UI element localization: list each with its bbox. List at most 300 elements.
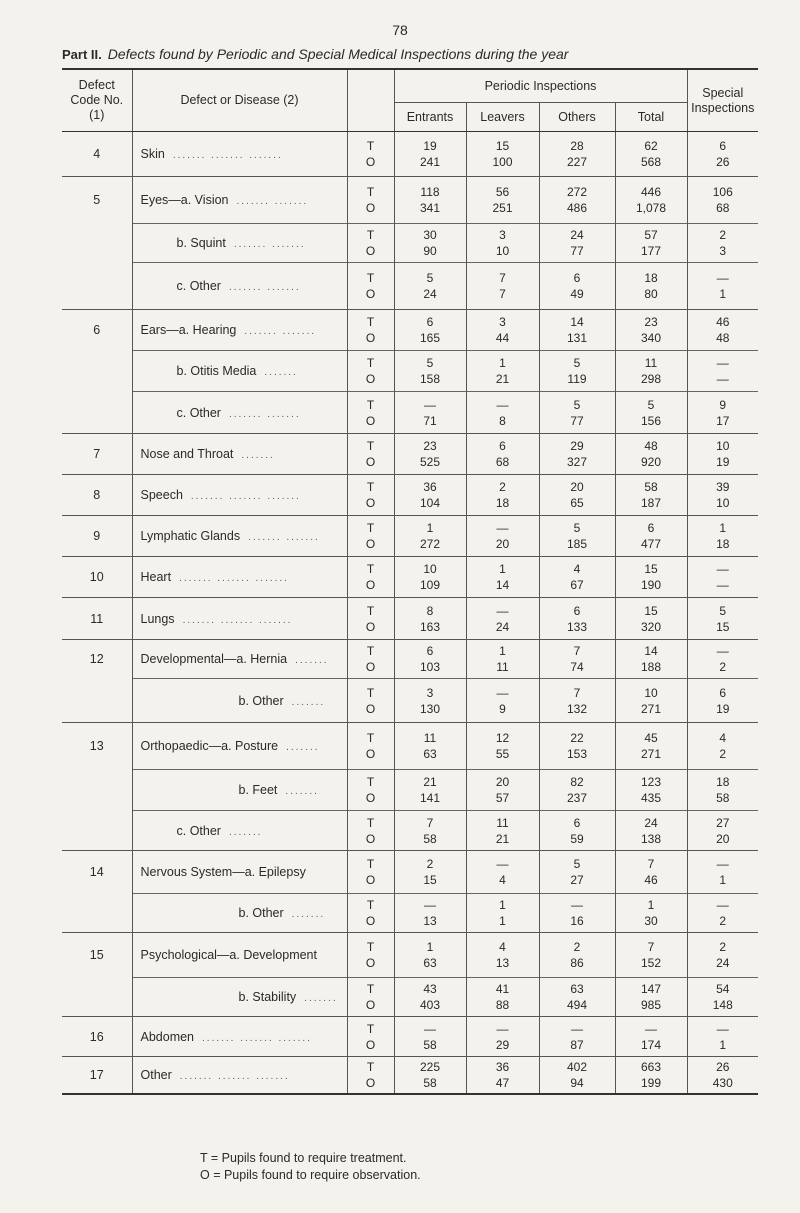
table-row [62,1017,758,1057]
table-row [62,770,758,811]
entrants-observation-value: 90 [423,244,437,258]
special-observation-value: 2 [719,660,727,674]
special-cell [687,392,758,434]
defect-name: Skin [140,147,165,161]
table-row [62,894,758,933]
total-observation-value: 340 [640,331,662,345]
total-observation-value: 30 [644,914,658,928]
leader-dots: ....... [286,742,320,753]
entrants-treatment-value: 3 [426,685,434,700]
entrants-treatment-value: 225 [419,1059,441,1074]
entrants-treatment-value: — [424,898,436,912]
entrants-cell [394,851,466,894]
leavers-cell [466,434,539,475]
special-cell [687,598,758,640]
treatment-label: T [366,644,375,658]
header-special: Special Inspections [687,69,758,132]
to-labels [347,263,394,310]
entrants-observation-value: 15 [423,873,437,887]
entrants-cell [394,933,466,978]
table-row [62,1057,758,1094]
defect-name-cell [132,392,347,434]
others-observation-value: 131 [566,331,588,345]
header-others: Others [539,103,615,132]
leavers-observation-value: 21 [495,372,510,386]
total-cell [615,132,687,177]
others-cell [539,640,615,679]
others-cell [539,933,615,978]
total-cell [615,557,687,598]
defect-name-cell [132,1017,347,1057]
leavers-observation-value: 100 [492,155,513,169]
table-body [62,132,758,1094]
defect-name-cell [132,132,347,177]
leavers-observation-value: 55 [495,747,510,761]
observation-label: O [365,1075,376,1090]
leavers-cell [466,351,539,392]
defect-code: 10 [62,557,132,598]
others-observation-value: 87 [570,1037,584,1052]
table-row [62,434,758,475]
leavers-treatment-value: 56 [495,185,510,199]
defect-name: b. Other [238,693,284,708]
leavers-observation-value: 8 [499,413,506,428]
table-row [62,811,758,851]
table-row [62,392,758,434]
treatment-label: T [366,521,375,535]
leavers-treatment-value: — [496,857,509,871]
others-treatment-value: 6 [573,271,581,285]
defect-code: 5 [62,177,132,224]
others-treatment-value: 6 [573,815,581,830]
others-observation-value: 67 [570,578,584,592]
entrants-treatment-value: 2 [426,857,434,871]
total-observation-value: 152 [640,956,662,970]
special-cell [687,894,758,933]
total-observation-value: 271 [640,701,662,716]
special-observation-value: 58 [716,791,730,805]
others-cell [539,679,615,723]
treatment-label: T [366,775,375,789]
observation-label: O [365,791,376,805]
defect-code [62,770,132,811]
entrants-observation-value: 141 [419,791,441,805]
defect-name: Lungs [140,611,175,626]
special-cell [687,351,758,392]
special-treatment-value: 2 [719,940,727,954]
defect-name-cell [132,894,347,933]
special-observation-value: — [716,372,729,386]
defect-name-cell [132,811,347,851]
observation-label: O [365,413,376,428]
treatment-label: T [366,1021,375,1036]
total-cell [615,933,687,978]
special-treatment-value: — [716,898,729,912]
others-observation-value: 185 [566,537,588,551]
legend-o: O = Pupils found to require observation. [200,1168,421,1182]
special-treatment-value: 6 [719,685,727,700]
defect-name-cell [132,851,347,894]
header-to-spacer [347,69,394,132]
leavers-cell [466,598,539,640]
table-row [62,475,758,516]
leavers-treatment-value: — [496,685,509,700]
special-treatment-value: 26 [716,1059,730,1074]
leader-dots: ....... [241,450,275,461]
special-observation-value: 15 [716,619,730,634]
others-treatment-value: 5 [573,397,581,412]
total-cell [615,851,687,894]
observation-label: O [365,660,376,674]
to-labels [347,894,394,933]
entrants-cell [394,598,466,640]
others-treatment-value: 20 [570,480,584,494]
treatment-label: T [366,982,375,996]
defect-name-cell [132,224,347,263]
leavers-treatment-value: 20 [495,775,510,789]
total-observation-value: 985 [640,998,662,1012]
to-labels [347,557,394,598]
leavers-treatment-value: — [496,603,509,618]
entrants-treatment-value: 5 [426,356,434,370]
defect-name: c. Other [176,823,221,838]
defect-name: Eyes—a. Vision [140,193,229,207]
total-observation-value: 477 [640,537,662,551]
observation-label: O [365,831,376,846]
others-observation-value: 153 [566,747,588,761]
treatment-label: T [366,185,375,199]
to-labels [347,516,394,557]
to-labels [347,723,394,770]
legend [200,1150,421,1184]
defect-name-cell [132,475,347,516]
treatment-label: T [366,271,375,285]
entrants-treatment-value: 8 [426,603,434,618]
leavers-cell [466,132,539,177]
to-labels [347,598,394,640]
header-defect: Defect or Disease (2) [132,69,347,132]
leavers-cell [466,392,539,434]
total-observation-value: 298 [640,372,662,386]
total-observation-value: 1,078 [635,201,667,215]
leavers-cell [466,894,539,933]
others-treatment-value: — [571,1021,583,1036]
special-cell [687,933,758,978]
observation-label: O [365,956,376,970]
total-observation-value: 188 [640,660,662,674]
defect-code [62,263,132,310]
defect-code: 4 [62,132,132,177]
others-observation-value: 77 [570,244,584,258]
total-treatment-value: 7 [647,940,655,954]
table-row [62,177,758,224]
leavers-observation-value: 47 [495,1075,510,1090]
defect-code: 7 [62,434,132,475]
leader-dots: ....... [304,993,338,1004]
others-treatment-value: 28 [570,139,584,153]
leavers-treatment-value: 6 [499,439,506,453]
others-observation-value: 133 [566,619,588,634]
others-observation-value: 65 [570,496,584,510]
special-observation-value: 10 [716,496,730,510]
total-treatment-value: 663 [640,1059,662,1074]
treatment-label: T [366,139,375,153]
leavers-cell [466,770,539,811]
others-treatment-value: 5 [573,857,581,871]
leader-dots: ....... ....... ....... [202,1032,312,1044]
others-cell [539,434,615,475]
entrants-cell [394,1017,466,1057]
entrants-cell [394,557,466,598]
defect-name: b. Otitis Media [176,364,257,378]
observation-label: O [365,701,376,716]
others-observation-value: 327 [566,455,588,469]
leavers-cell [466,516,539,557]
treatment-label: T [366,815,375,830]
special-cell [687,434,758,475]
observation-label: O [365,244,376,258]
others-cell [539,1057,615,1094]
leader-dots: ....... ....... ....... [190,491,301,502]
special-cell [687,516,758,557]
special-observation-value: 20 [716,831,730,846]
total-observation-value: 174 [640,1037,662,1052]
special-treatment-value: — [716,356,729,370]
entrants-observation-value: 71 [423,413,437,428]
others-cell [539,1017,615,1057]
others-cell [539,723,615,770]
observation-label: O [365,201,376,215]
entrants-observation-value: 241 [419,155,441,169]
total-observation-value: 271 [640,747,662,761]
defect-name: Orthopaedic—a. Posture [140,739,279,753]
leavers-treatment-value: 1 [499,356,506,370]
to-labels [347,434,394,475]
table-row [62,679,758,723]
special-cell [687,640,758,679]
entrants-cell [394,392,466,434]
leavers-treatment-value: 3 [499,315,506,329]
leavers-observation-value: 24 [495,619,510,634]
total-treatment-value: 18 [644,271,658,285]
leavers-cell [466,475,539,516]
defect-name-cell [132,434,347,475]
others-cell [539,598,615,640]
leavers-observation-value: 1 [499,914,506,928]
total-treatment-value: 11 [644,356,658,370]
others-treatment-value: 14 [570,315,584,329]
entrants-cell [394,475,466,516]
defect-name: Nose and Throat [140,447,234,461]
special-treatment-value: 27 [716,815,730,830]
entrants-treatment-value: — [424,1021,436,1036]
entrants-treatment-value: 36 [423,480,437,494]
others-cell [539,132,615,177]
total-treatment-value: 58 [644,480,658,494]
to-labels [347,851,394,894]
leavers-cell [466,263,539,310]
others-observation-value: 237 [566,791,588,805]
total-cell [615,679,687,723]
leavers-treatment-value: 1 [499,562,506,576]
total-observation-value: 187 [640,496,662,510]
leader-dots: ....... ....... [233,239,306,250]
defect-code: 8 [62,475,132,516]
total-treatment-value: 15 [644,603,658,618]
total-cell [615,770,687,811]
entrants-treatment-value: 6 [426,644,434,658]
entrants-treatment-value: 10 [423,562,437,576]
defect-code: 14 [62,851,132,894]
total-treatment-value: 147 [640,982,662,996]
defect-code [62,679,132,723]
entrants-treatment-value: 30 [423,228,437,242]
others-treatment-value: 29 [570,439,584,453]
total-treatment-value: 57 [644,228,658,242]
entrants-observation-value: 58 [423,1075,437,1090]
table-row [62,933,758,978]
others-treatment-value: 272 [566,185,588,199]
defect-name-cell [132,1057,347,1094]
defect-name-cell [132,933,347,978]
special-cell [687,557,758,598]
special-observation-value: 48 [716,331,730,345]
entrants-treatment-value: — [424,397,436,412]
leavers-treatment-value: 12 [495,731,510,745]
special-observation-value: 2 [719,747,727,761]
page-number: 78 [392,22,408,38]
defect-name: Psychological—a. Development [140,948,317,962]
entrants-cell [394,263,466,310]
leavers-treatment-value: 7 [499,271,506,285]
total-treatment-value: 10 [644,685,658,700]
to-labels [347,933,394,978]
leader-dots: ....... ....... [244,326,317,337]
treatment-label: T [366,857,375,871]
others-observation-value: 77 [570,413,584,428]
treatment-label: T [366,731,375,745]
defect-name: Lymphatic Glands [140,529,241,543]
total-treatment-value: 23 [644,315,658,329]
total-observation-value: 156 [640,413,662,428]
table-row [62,978,758,1017]
table-row [62,723,758,770]
others-observation-value: 94 [570,1075,584,1090]
treatment-label: T [366,356,375,370]
leavers-observation-value: 11 [496,660,509,674]
leavers-cell [466,310,539,351]
special-treatment-value: 18 [716,775,730,789]
header-entrants: Entrants [394,103,466,132]
defects-table [62,68,758,1095]
observation-label: O [365,537,376,551]
special-cell [687,1057,758,1094]
total-treatment-value: 14 [644,644,658,658]
others-treatment-value: 5 [573,521,581,535]
entrants-observation-value: 163 [419,619,441,634]
entrants-treatment-value: 21 [423,775,437,789]
special-treatment-value: 1 [719,521,727,535]
defect-name: b. Feet [238,783,278,797]
defect-code: 11 [62,598,132,640]
leavers-observation-value: 13 [495,956,510,970]
defect-name: b. Squint [176,236,226,250]
defect-name-cell [132,770,347,811]
table-caption [62,46,568,62]
observation-label: O [365,331,376,345]
special-treatment-value: — [716,857,729,871]
to-labels [347,811,394,851]
total-observation-value: 920 [640,455,662,469]
leavers-treatment-value: 3 [499,228,506,242]
leader-dots: ....... ....... [248,532,320,543]
treatment-label: T [366,228,375,242]
defect-name-cell [132,557,347,598]
table-row [62,516,758,557]
entrants-treatment-value: 6 [426,315,434,329]
leavers-treatment-value: 15 [495,139,510,153]
entrants-observation-value: 525 [419,455,441,469]
total-cell [615,516,687,557]
caption-part: Part II. [62,47,102,62]
leavers-cell [466,723,539,770]
total-observation-value: 46 [644,873,658,887]
observation-label: O [365,747,376,761]
leavers-cell [466,640,539,679]
total-treatment-value: 45 [644,731,658,745]
entrants-cell [394,1057,466,1094]
entrants-observation-value: 63 [423,747,437,761]
leavers-cell [466,933,539,978]
leader-dots: ....... ....... ....... [179,1070,290,1082]
special-cell [687,978,758,1017]
special-treatment-value: 46 [716,315,730,329]
special-observation-value: 430 [712,1075,733,1090]
defect-name: Other [140,1067,172,1082]
table-row [62,851,758,894]
header-leavers: Leavers [466,103,539,132]
observation-label: O [365,1037,376,1052]
special-observation-value: 24 [716,956,730,970]
entrants-cell [394,434,466,475]
entrants-cell [394,770,466,811]
treatment-label: T [366,940,375,954]
defect-code [62,811,132,851]
entrants-observation-value: 341 [419,201,441,215]
special-treatment-value: 9 [719,397,727,412]
to-labels [347,177,394,224]
special-observation-value: 1 [719,1037,727,1052]
others-treatment-value: 7 [573,685,581,700]
others-observation-value: 132 [566,701,588,716]
defect-name-cell [132,640,347,679]
leavers-observation-value: 18 [495,496,510,510]
table-row [62,263,758,310]
leader-dots: ....... ....... ....... [179,573,289,584]
others-treatment-value: 402 [566,1059,588,1074]
total-cell [615,475,687,516]
entrants-cell [394,811,466,851]
treatment-label: T [366,898,375,912]
defect-code: 17 [62,1057,132,1094]
entrants-cell [394,978,466,1017]
total-observation-value: 138 [640,831,662,846]
caption-title: Defects found by Periodic and Special Medical Inspections during the year [107,46,569,62]
treatment-label: T [366,603,375,618]
special-observation-value: 26 [716,155,730,169]
special-observation-value: 148 [712,998,733,1012]
leader-dots: ....... [295,655,329,666]
